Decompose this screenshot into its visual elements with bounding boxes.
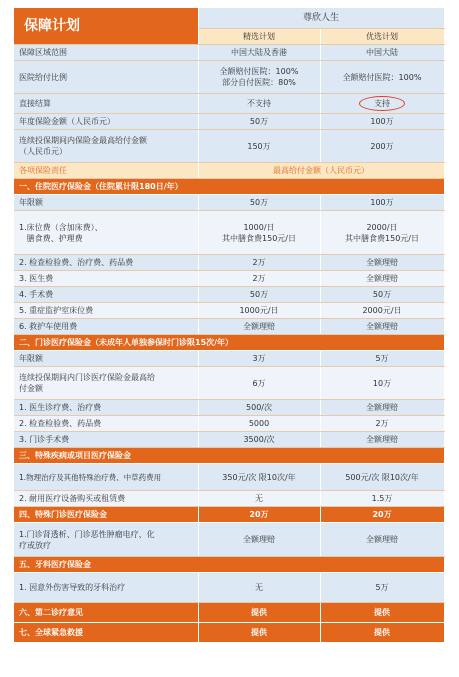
- header-row: [14, 8, 444, 29]
- row-label: 2. 检查检验费、药品费: [14, 416, 198, 432]
- benefits-table-container: [14, 8, 444, 643]
- row-label: 1. 医生诊疗费、治疗费: [14, 400, 198, 416]
- plan-a-value: 500/次: [198, 400, 320, 416]
- plan-b-value: 提供: [320, 603, 444, 623]
- table-row: [14, 114, 444, 130]
- section-title: 六、第二诊疗意见: [14, 603, 198, 623]
- plan-b-value: 全额理赔: [320, 255, 444, 271]
- plan-b-value: 2000元/日: [320, 303, 444, 319]
- plan-b-value: 全额理赔: [320, 432, 444, 448]
- plan-a-value: 3500/次: [198, 432, 320, 448]
- plan-a-value: 无: [198, 491, 320, 507]
- row-label: 5. 重症监护室床位费: [14, 303, 198, 319]
- plan-a-value: 5000: [198, 416, 320, 432]
- plan-a-value: 20万: [198, 507, 320, 523]
- plan-b-value: 200万: [320, 130, 444, 163]
- row-label: 医院给付比例: [14, 61, 198, 94]
- table-row: [14, 400, 444, 416]
- plan-b-value: 100万: [320, 195, 444, 211]
- plan-b-value: 全额理赔: [320, 271, 444, 287]
- table-row: [14, 94, 444, 114]
- table-row: [14, 45, 444, 61]
- plan-b-value: 50万: [320, 287, 444, 303]
- plan-b-value: 100万: [320, 114, 444, 130]
- page-title: 保障计划: [14, 8, 198, 45]
- plan-a-value: 全额理赔: [198, 319, 320, 335]
- section-title: 一、住院医疗保险金（住院累计限180日/年）: [14, 179, 444, 195]
- plan-b-value: 500元/次 限10次/年: [320, 464, 444, 491]
- plan-a-value: 1000/日 其中膳食费150元/日: [198, 211, 320, 255]
- section-header-special: [14, 448, 444, 464]
- plan-b-header: 优选计划: [320, 29, 444, 45]
- plan-a-value: 50万: [198, 195, 320, 211]
- max-amount-label: 最高给付金额（人民币元）: [198, 163, 444, 179]
- table-row: [14, 287, 444, 303]
- plan-a-value: 150万: [198, 130, 320, 163]
- responsibility-label: 各项保险责任: [14, 163, 198, 179]
- plan-a-value: 350元/次 限10次/年: [198, 464, 320, 491]
- table-row: [14, 303, 444, 319]
- plan-b-value: 2万: [320, 416, 444, 432]
- row-label: 连续投保期间内门诊医疗保险金最高给 付金额: [14, 367, 198, 400]
- row-label: 年限额: [14, 351, 198, 367]
- table-row: [14, 367, 444, 400]
- benefits-table: [14, 8, 445, 643]
- table-row: [14, 271, 444, 287]
- product-name: 尊欣人生: [198, 8, 444, 29]
- table-row: [14, 255, 444, 271]
- row-label: 1. 因意外伤害导致的牙科治疗: [14, 573, 198, 603]
- plan-a-value: 全额赔付医院：100% 部分自付医院：80%: [198, 61, 320, 94]
- row-label: 1.门诊肾透析、门诊恶性肿瘤电疗、化 疗或放疗: [14, 523, 198, 557]
- row-label: 年限额: [14, 195, 198, 211]
- row-label: 1.床位费（含加床费）、 膳食费、护理费: [14, 211, 198, 255]
- plan-b-value: 10万: [320, 367, 444, 400]
- row-label: 3. 门诊手术费: [14, 432, 198, 448]
- section-title: 二、门诊医疗保险金（未成年人单独参保时门诊限15次/年）: [14, 335, 444, 351]
- plan-a-value: 2万: [198, 271, 320, 287]
- row-label: 3. 医生费: [14, 271, 198, 287]
- section-header-dental: [14, 557, 444, 573]
- row-label: 保障区域范围: [14, 45, 198, 61]
- table-row: [14, 211, 444, 255]
- plan-b-value: 20万: [320, 507, 444, 523]
- section-title: 七、全球紧急救援: [14, 623, 198, 643]
- highlight-oval: 支持: [359, 96, 405, 111]
- table-row: [14, 432, 444, 448]
- plan-b-value: 1.5万: [320, 491, 444, 507]
- section-title: 三、特殊疾病或项目医疗保险金: [14, 448, 444, 464]
- section-header-inpatient: [14, 179, 444, 195]
- row-label: 年度保险金额（人民币元）: [14, 114, 198, 130]
- row-label: 4. 手术费: [14, 287, 198, 303]
- plan-b-value: [320, 94, 444, 114]
- plan-b-value: 全额理赔: [320, 400, 444, 416]
- table-row: [14, 130, 444, 163]
- plan-b-value: 提供: [320, 623, 444, 643]
- table-row: [14, 61, 444, 94]
- plan-a-header: 精选计划: [198, 29, 320, 45]
- plan-a-value: 全额理赔: [198, 523, 320, 557]
- plan-b-value: 全额理赔: [320, 523, 444, 557]
- row-label: 2. 耐用医疗设备购买或租赁费: [14, 491, 198, 507]
- section-header-second-opinion: [14, 603, 444, 623]
- plan-a-value: 1000元/日: [198, 303, 320, 319]
- table-row: [14, 573, 444, 603]
- plan-b-value: 5万: [320, 351, 444, 367]
- table-row: [14, 416, 444, 432]
- plan-a-value: 无: [198, 573, 320, 603]
- row-label: 连续投保期间内保险金最高给付金额 （人民币元）: [14, 130, 198, 163]
- plan-a-value: 不支持: [198, 94, 320, 114]
- table-row: [14, 319, 444, 335]
- row-label: 6. 救护车使用费: [14, 319, 198, 335]
- plan-b-value: 中国大陆: [320, 45, 444, 61]
- plan-b-value: 5万: [320, 573, 444, 603]
- table-row: [14, 351, 444, 367]
- plan-a-value: 中国大陆及香港: [198, 45, 320, 61]
- section-header-outpatient: [14, 335, 444, 351]
- row-label: 2. 检查检验费、治疗费、药品费: [14, 255, 198, 271]
- section-title: 五、牙科医疗保险金: [14, 557, 444, 573]
- section-title: 四、特殊门诊医疗保险金: [14, 507, 198, 523]
- table-row: [14, 523, 444, 557]
- row-label: 1.物理治疗及其他特殊治疗费、中草药费用: [14, 464, 198, 491]
- plan-a-value: 50万: [198, 114, 320, 130]
- plan-b-value: 全额理赔: [320, 319, 444, 335]
- plan-b-value: 2000/日 其中膳食费150元/日: [320, 211, 444, 255]
- plan-a-value: 6万: [198, 367, 320, 400]
- row-label: 直接结算: [14, 94, 198, 114]
- section-header-emergency-rescue: [14, 623, 444, 643]
- responsibility-row: [14, 163, 444, 179]
- table-row: [14, 464, 444, 491]
- table-row: [14, 195, 444, 211]
- table-row: [14, 491, 444, 507]
- plan-a-value: 50万: [198, 287, 320, 303]
- plan-a-value: 2万: [198, 255, 320, 271]
- plan-a-value: 3万: [198, 351, 320, 367]
- plan-b-value: 全额赔付医院：100%: [320, 61, 444, 94]
- plan-a-value: 提供: [198, 603, 320, 623]
- section-header-special-outpatient: [14, 507, 444, 523]
- plan-a-value: 提供: [198, 623, 320, 643]
